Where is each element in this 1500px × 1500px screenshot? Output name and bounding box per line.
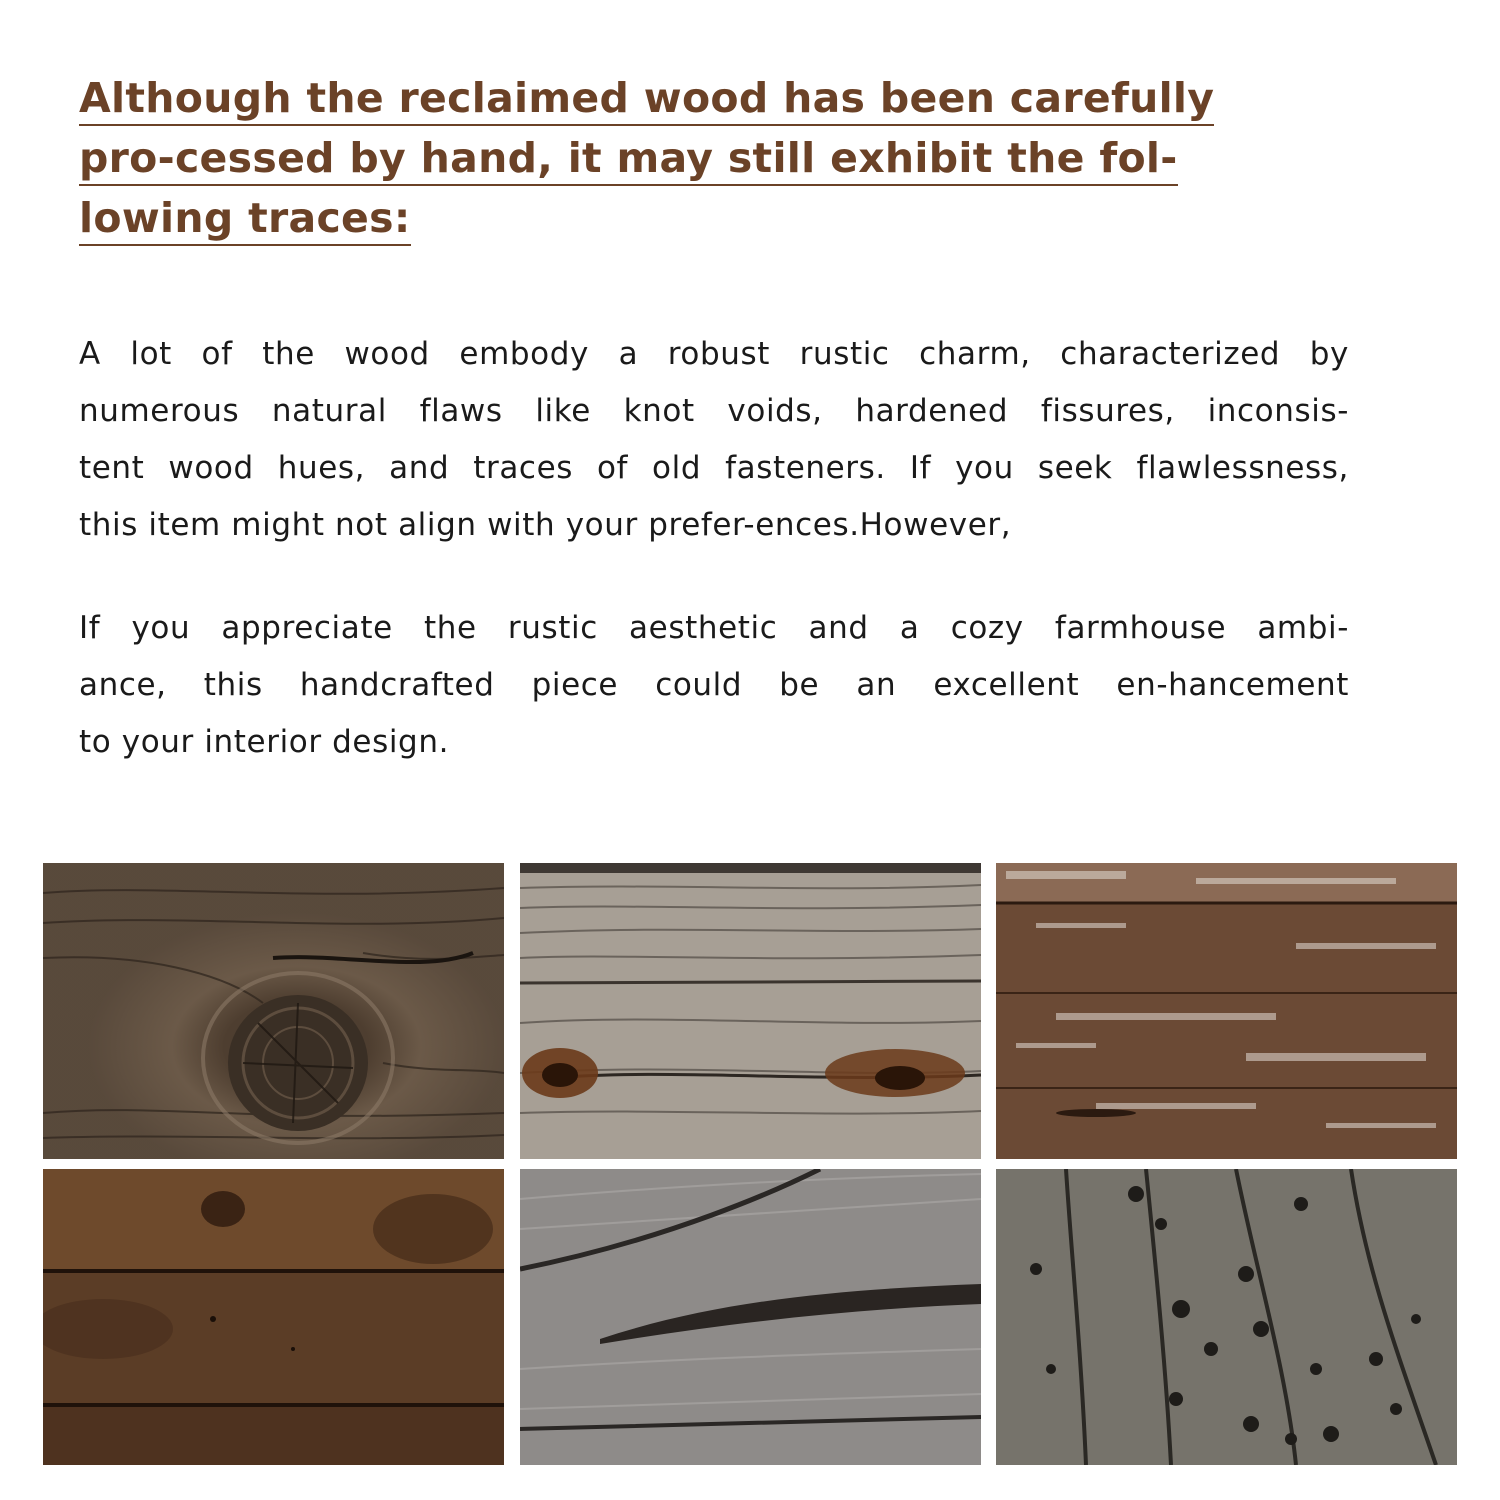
wood-photo-gallery xyxy=(43,863,1457,1465)
wormhole-wood-photo xyxy=(996,1169,1457,1465)
heading-line-1: Although the reclaimed wood has been carefully xyxy=(79,72,1214,126)
cracked-grey-wood-photo xyxy=(520,1169,981,1465)
weathered-paint-planks-photo xyxy=(996,863,1457,1159)
heading-line-3: lowing traces: xyxy=(79,192,411,246)
dark-stained-planks-photo xyxy=(43,1169,504,1465)
wood-knot-photo xyxy=(43,863,504,1159)
rusted-nail-holes-photo xyxy=(520,863,981,1159)
paragraph-line: A lot of the wood embody a robust rustic charm, characterized by xyxy=(79,336,1349,372)
paragraph-line: to your interior design. xyxy=(79,724,450,760)
paragraph-line: this item might not align with your prefer-ences.However, xyxy=(79,507,1012,543)
paragraph-line: ance, this handcrafted piece could be an excellent en-hancement xyxy=(79,667,1349,703)
heading-line-2: pro-cessed by hand, it may still exhibit the fol- xyxy=(79,132,1178,186)
heading xyxy=(79,72,1239,252)
paragraph-imperfections xyxy=(79,326,1349,554)
paragraph-appreciation xyxy=(79,600,1349,771)
paragraph-line: If you appreciate the rustic aesthetic and a cozy farmhouse ambi- xyxy=(79,610,1349,646)
paragraph-line: tent wood hues, and traces of old fasteners. If you seek flawlessness, xyxy=(79,450,1349,486)
paragraph-line: numerous natural flaws like knot voids, hardened fissures, inconsis- xyxy=(79,393,1349,429)
